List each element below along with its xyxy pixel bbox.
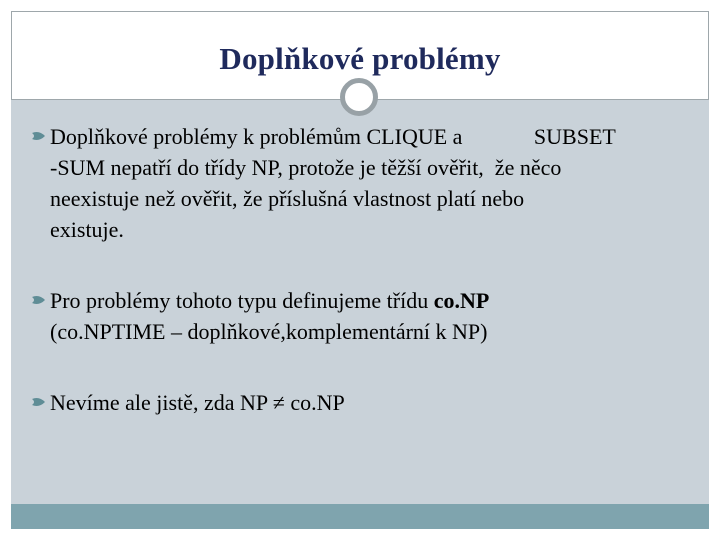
bullet-item-1	[30, 121, 700, 245]
bullet-1-line-4: existuje.	[50, 217, 124, 242]
bullet-3-text: Nevíme ale jistě, zda NP ≠ co.NP	[50, 390, 345, 415]
bullet-2-text: Pro problémy tohoto typu definujeme třídu	[50, 288, 434, 313]
bullet-arrow-icon	[30, 285, 48, 316]
bullet-1-line-2: -SUM nepatří do třídy NP, protože je těžší ověřit, že něco	[50, 155, 562, 180]
circle-ornament-icon	[340, 78, 378, 116]
slide-title: Doplňkové problémy	[219, 41, 501, 76]
bullet-arrow-icon	[30, 121, 48, 152]
bullet-1-line-1: Doplňkové problémy k problémům CLIQUE a SUBSET	[50, 124, 616, 149]
bullet-1-line-3: neexistuje než ověřit, že příslušná vlastnost platí nebo	[50, 186, 525, 211]
bullet-item-3	[30, 387, 700, 418]
bullet-item-2	[30, 285, 700, 347]
bottom-bar	[11, 504, 709, 529]
bullet-2-line-2: (co.NPTIME – doplňkové,komplementární k NP)	[50, 319, 488, 344]
bullet-arrow-icon	[30, 387, 48, 418]
bullet-2-bold-term: co.NP	[433, 288, 490, 313]
bullet-list	[30, 121, 700, 418]
